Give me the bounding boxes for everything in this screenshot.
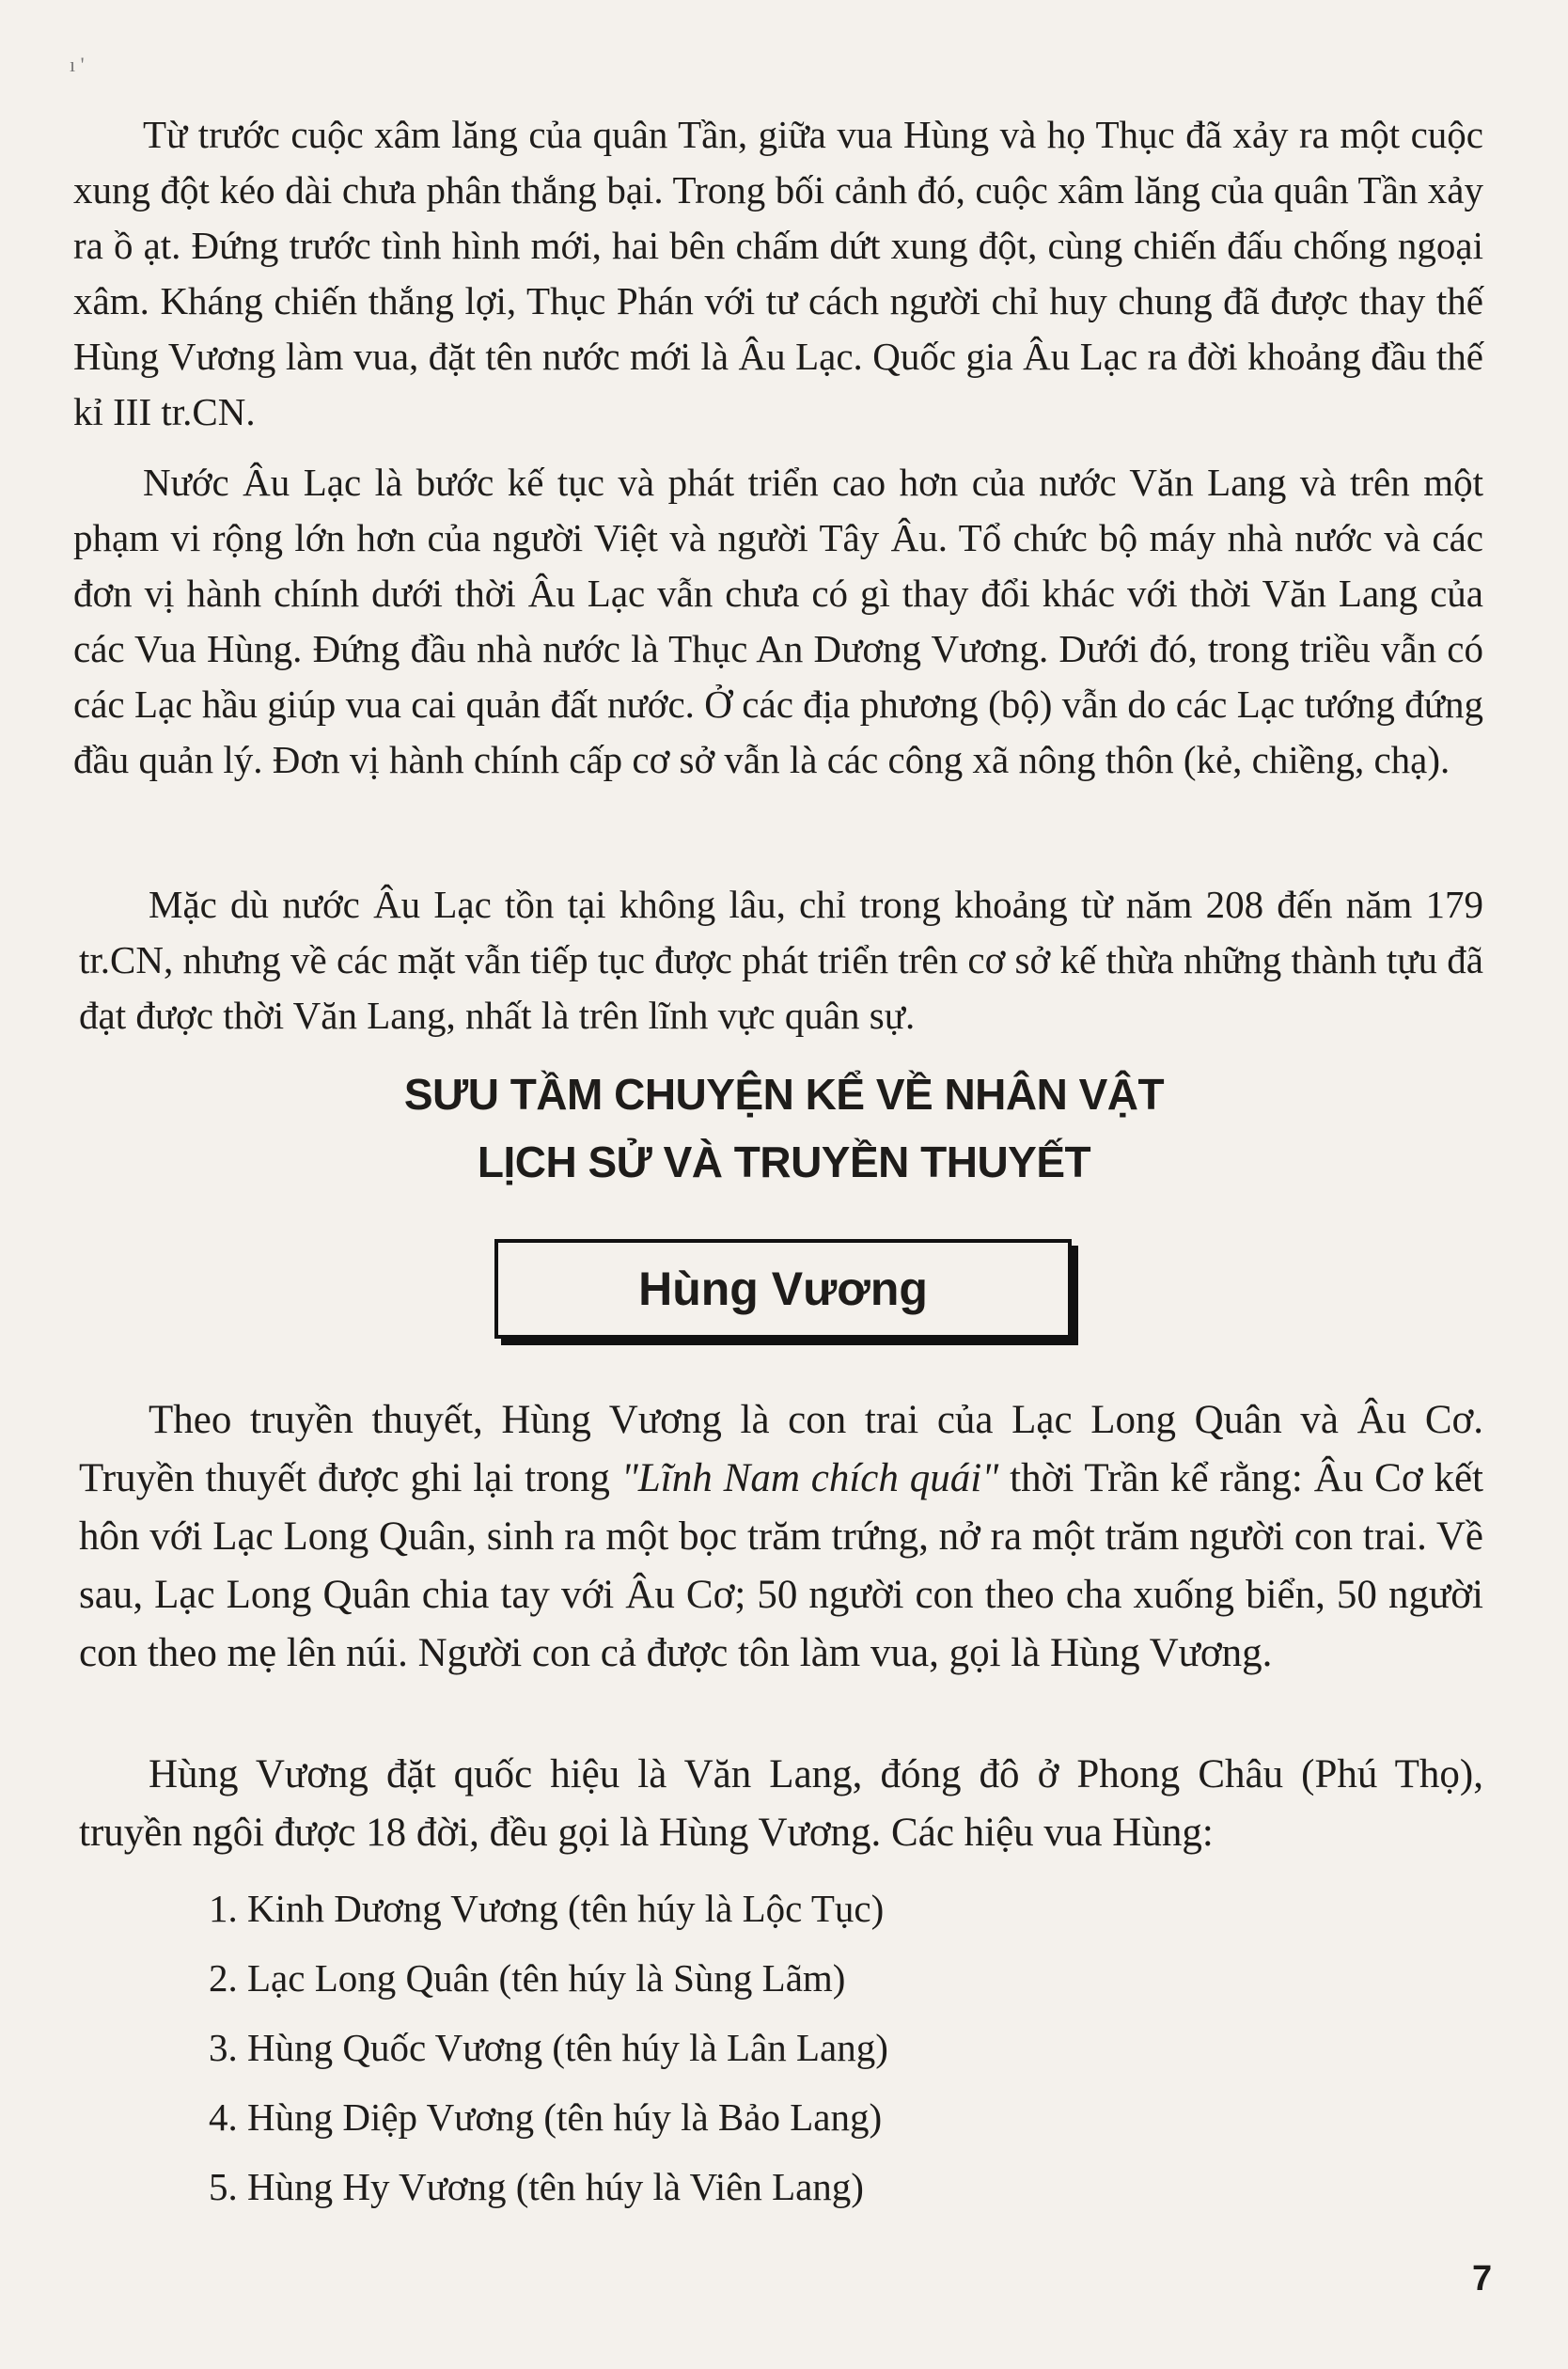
paragraph-van-lang: Hùng Vương đặt quốc hiệu là Văn Lang, đóng đô ở Phong Châu (Phú Thọ), truyền ngôi được 18 đời, đều gọi là Hùng Vương. Các hiệu vua Hùng: bbox=[79, 1752, 1483, 1855]
subheading-box bbox=[494, 1239, 1072, 1339]
page-number: 7 bbox=[1472, 2259, 1493, 2298]
section-heading bbox=[0, 1060, 1568, 1196]
list-item: 1. Kinh Dương Vương (tên húy là Lộc Tục) bbox=[209, 1887, 885, 1930]
book-title-italic: "Lĩnh Nam chích quái" bbox=[620, 1456, 999, 1500]
paragraph-au-lac-origin: Từ trước cuộc xâm lăng của quân Tần, giữa vua Hùng và họ Thục đã xảy ra một cuộc xung đột kéo dài chưa phân thắng bại. Trong bối cảnh đó, cuộc xâm lăng của quân Tần xảy ra ồ ạt. Đứng trước tình hình mới, hai bên chấm dứt xung đột, cùng chiến đấu chống ngoại xâm. Kháng chiến thắng lợi, Thục Phán với tư cách người chỉ huy chung đã được thay thế Hùng Vương làm vua, đặt tên nước mới là Âu Lạc. Quốc gia Âu Lạc ra đời khoảng đầu thế kỉ III tr.CN. bbox=[73, 113, 1483, 433]
legend-text-start: Theo truyền thuyết, Hùng Vương là con trai của Lạc Long Quân và Âu Cơ. Truyền thuyết được ghi lại trong bbox=[79, 1398, 1483, 1500]
list-item: 2. Lạc Long Quân (tên húy là Sùng Lãm) bbox=[209, 1956, 846, 2000]
corner-mark: ı ' bbox=[70, 53, 85, 76]
list-item: 5. Hùng Hy Vương (tên húy là Viên Lang) bbox=[209, 2165, 864, 2208]
subheading-title: Hùng Vương bbox=[638, 1263, 928, 1315]
paragraph-au-lac-duration: Mặc dù nước Âu Lạc tồn tại không lâu, chỉ trong khoảng từ năm 208 đến năm 179 tr.CN, nhưng về các mặt vẫn tiếp tục được phát triển trên cơ sở kế thừa những thành tựu đã đạt được thời Văn Lang, nhất là trên lĩnh vực quân sự. bbox=[79, 883, 1483, 1037]
paragraph-au-lac-state: Nước Âu Lạc là bước kế tục và phát triển cao hơn của nước Văn Lang và trên một phạm vi rộng lớn hơn của người Việt và người Tây Âu. Tổ chức bộ máy nhà nước và các đơn vị hành chính dưới thời Âu Lạc vẫn chưa có gì thay đổi khác với thời Văn Lang của các Vua Hùng. Đứng đầu nhà nước là Thục An Dương Vương. Dưới đó, trong triều vẫn có các Lạc hầu giúp vua cai quản đất nước. Ở các địa phương (bộ) vẫn do các Lạc tướng đứng đầu quản lý. Đơn vị hành chính cấp cơ sở vẫn là các công xã nông thôn (kẻ, chiềng, chạ). bbox=[73, 461, 1483, 781]
list-item: 4. Hùng Diệp Vương (tên húy là Bảo Lang) bbox=[209, 2095, 883, 2139]
section-heading-line-1: SƯU TẦM CHUYỆN KỂ VỀ NHÂN VẬT bbox=[403, 1070, 1165, 1119]
list-item: 3. Hùng Quốc Vương (tên húy là Lân Lang) bbox=[209, 2026, 888, 2069]
paragraph-hung-vuong-legend bbox=[79, 1391, 1483, 1683]
kings-list bbox=[209, 1874, 1431, 2221]
legend-text-end: thời Trần kể rằng: Âu Cơ kết hôn với Lạc Long Quân, sinh ra một bọc trăm trứng, nở ra một trăm người con trai. Về sau, Lạc Long Quân chia tay với Âu Cơ; 50 người con theo cha xuống biển, 50 người con theo mẹ lên núi. Người con cả được tôn làm vua, gọi là Hùng Vương. bbox=[79, 1456, 1483, 1675]
section-heading-line-2: LỊCH SỬ VÀ TRUYỀN THUYẾT bbox=[477, 1137, 1091, 1186]
